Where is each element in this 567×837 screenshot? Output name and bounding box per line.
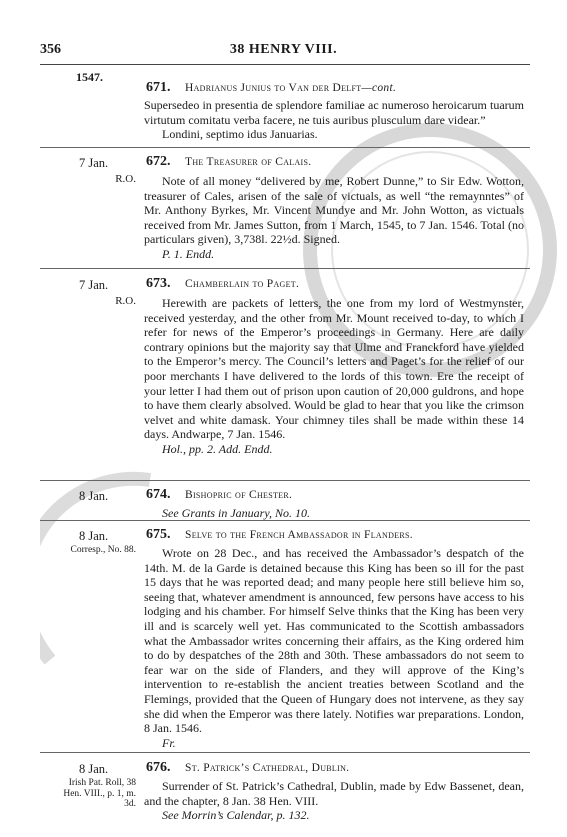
entry-body [144,506,524,521]
entry-body [144,779,524,823]
entry-date: 8 Jan. [79,489,109,503]
entry-title: The Treasurer of Calais. [185,156,312,168]
entry-source: R.O. [115,295,136,307]
entry-separator [40,268,530,269]
entry-title-suffix: —cont. [361,82,397,94]
entry-title: Bishopric of Chester. [185,489,293,501]
entry-note: P. 1. Endd. [162,246,215,261]
entry-paragraph: Note of all money “delivered by me, Robert Dunne,” to Sir Edw. Wotton, treasurer of Cales, arisen of the sale of victuals, as well “the remaynntes” of Mr. Anthony Byrkes, Mr. Vincent Mundye and Mr. John Wotton, as victuals received from Mr. James Sutton, from 1 March, 1545, to 7 Jan. 1546. Total (no particulars given), 3,738l. 22½d. Signed. [144,174,524,247]
entry-paragraph: See Grants in January, No. 10. [162,506,310,520]
entry-body [144,296,524,457]
entry-paragraph: Supersedeo in presentia de splendore familiae ac numeroso heroicarum tuarum virtutum comitatu verba facere, ne tuis auribus plusculum dare videar.” [144,98,524,127]
entry-source: Corresp., No. 88. [70,545,136,555]
entry-paragraph: Surrender of St. Patrick’s Cathedral, Dublin, made by Edw Bassenet, dean, and the chapter, 8 Jan. 38 Hen. VIII. [144,779,524,808]
entry-number: 672. [146,154,171,169]
page-number: 356 [40,42,61,57]
entry-paragraph: Londini, septimo idus Januarias. [162,127,318,142]
entry-number: 676. [146,760,171,775]
entry-separator [40,520,530,521]
entry-body [144,98,524,142]
entry-body [144,174,524,262]
entry-paragraph: Wrote on 28 Dec., and has received the Ambassador’s despatch of the 14th. M. de la Garde is detained because this King has been so ill for the past 15 days that he was reported dead; and many people here still believe him so, seeing that, whatever amendment is announced, few persons have access to his lodging and his chamber. For himself Selve thinks that the King has been very ill and is scarcely well yet. Has communicated to the Scottish ambassadors what the Ambassador writes concerning their affairs, as the King ordered him to do by despatches of the 28th and 30th. These ambassadors do not seem to fear war on the side of Flanders, and they will approve of the King’s intervention to re-establish the ancient treaties between Scotland and the Flemings, provided that the Queen of Hungary does not intervene, as they say she did when the Emperor was there lately. Notifies war preparations. London, 8 Jan. 1546. [144,546,524,736]
entry-title: Chamberlain to Paget. [185,278,300,290]
entry-note: Hol., pp. 2. Add. Endd. [162,441,273,456]
entry-separator [40,480,530,481]
running-title: 38 HENRY VIII. [229,42,338,57]
entry-note: Fr. [162,735,176,750]
entry-number: 671. [146,80,171,95]
entry-title: Selve to the French Ambassador in Flanders. [185,529,413,541]
entry-number: 675. [146,527,171,542]
entry-source: Irish Pat. Roll, 38 Hen. VIII., p. 1, m. 3d. [63,778,136,809]
entry-date: 7 Jan. [79,278,109,292]
entry-body [144,546,524,750]
entry-note: See Morrin’s Calendar, p. 132. [162,808,310,823]
entry-separator [40,147,530,148]
entry-title [185,82,396,94]
entry-separator [40,752,530,753]
entry-title-text: Hadrianus Junius to Van der Delft [185,82,362,94]
entry-date: 7 Jan. [79,156,109,170]
header-rule [40,64,530,65]
year-marker: 1547. [76,70,103,84]
entry-title: St. Patrick’s Cathedral, Dublin. [185,762,350,774]
entry-number: 674. [146,487,171,502]
entry-date: 8 Jan. [79,762,109,776]
entry-date: 8 Jan. [79,529,109,543]
entry-source: R.O. [115,173,136,185]
entry-number: 673. [146,276,171,291]
entry-paragraph: Herewith are packets of letters, the one from my lord of Westmynster, received yesterday, and the other from Mr. Mount received to-day, to which I refer for news of the Emperor’s proceedings in Germany. Here are daily contrary opinions but the majority say that Ulme and Franckford have yielded to the Emperor’s mercy. The Council’s letters and Paget’s for the relief of our poor merchants I have delivered to the lords of this town. Ere the receipt of your letter I had them out of prison upon caution of 20,000 guldrons, and hope to have them clearly absolved. Would be glad to hear that you like the crimson velvet and white damask. Your chimney tiles shall be made within these 14 days. Andwarpe, 7 Jan. 1546. [144,296,524,442]
